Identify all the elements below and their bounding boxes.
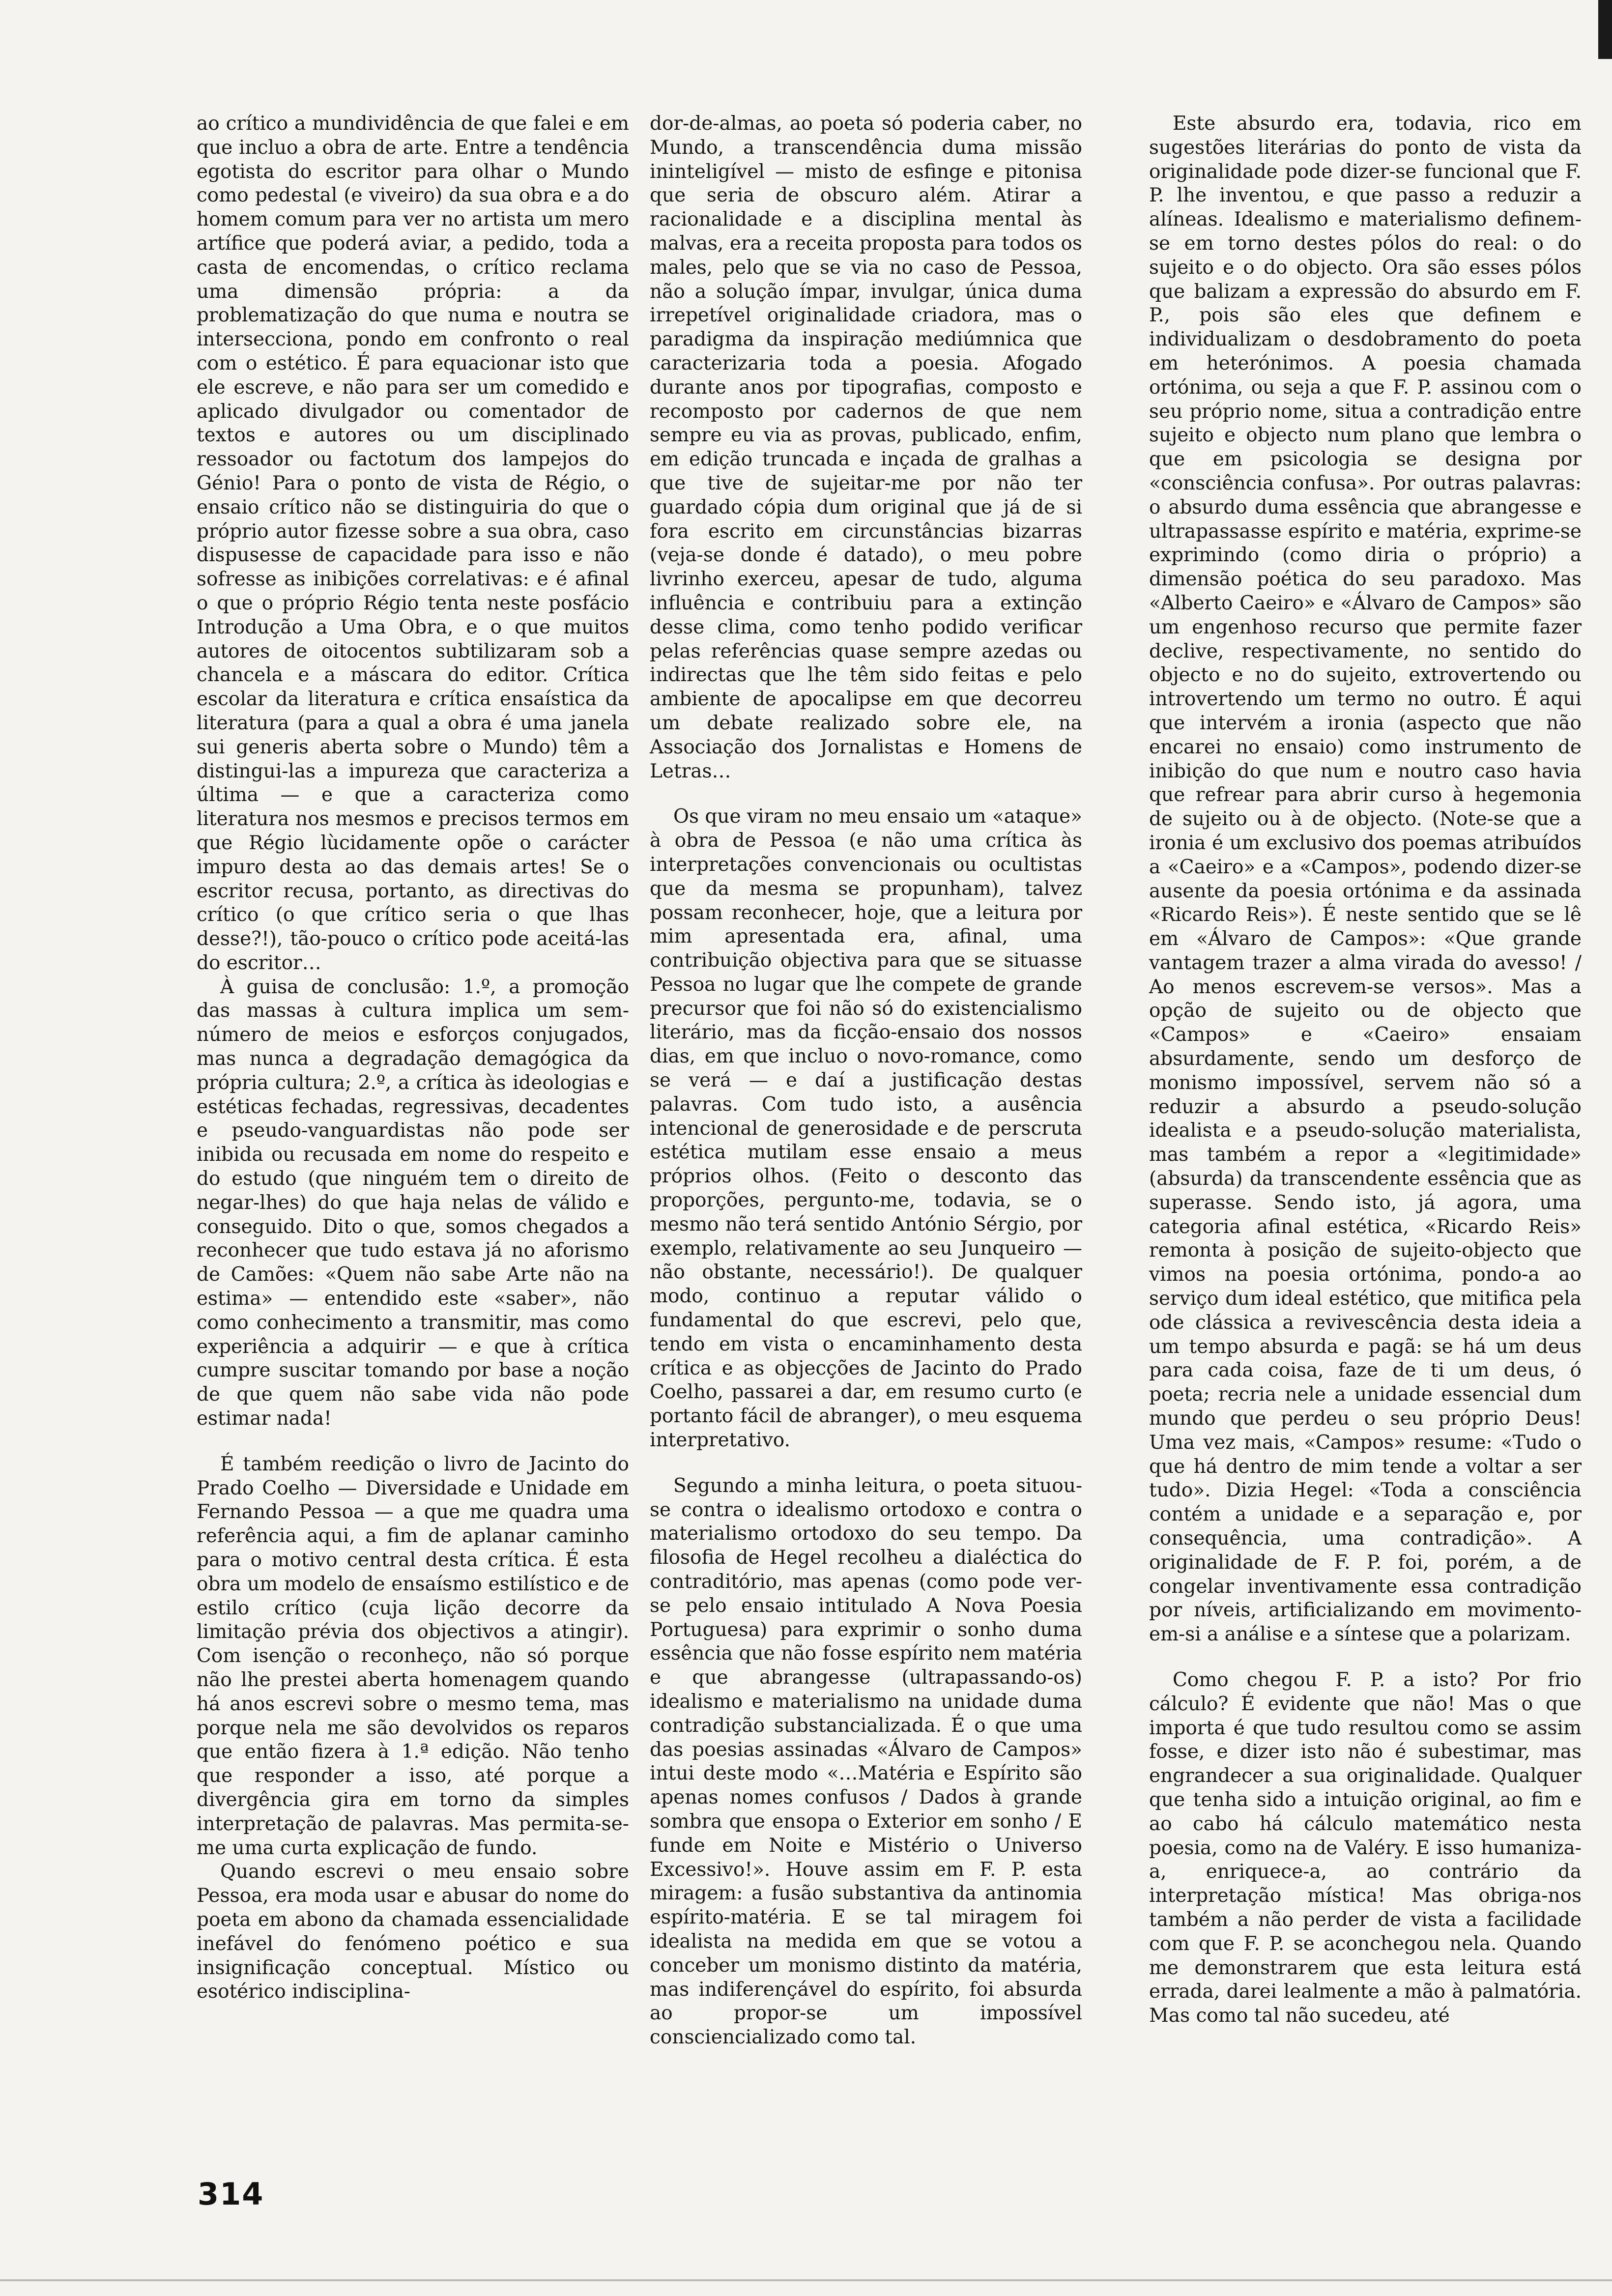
page-number: 314 (198, 2176, 264, 2212)
paragraph: É também reedição o livro de Jacinto do Prado Coelho — Diversidade e Unidade em Fernando Pessoa — a que me quadra uma referência aqui, a fim de aplanar caminho para o motivo central desta crítica. É esta obra um modelo de ensaísmo estilístico e de estilo crítico (cuja lição decorre da limitação prévia dos objectivos a atingir). Com isenção o reconheço, não só porque não lhe prestei aberta homenagem quando há anos escrevi sobre o mesmo tema, mas porque nela me são devolvidos os reparos que então fizera à 1.ª edição. Não tenho que responder a isso, até porque a divergência gira em torno da simples interpretação de palavras. Mas permita-se-me uma curta explicação de fundo. (197, 1453, 629, 1859)
paragraph: ao crítico a mundividência de que falei e em que incluo a obra de arte. Entre a tendência egotista do escritor para olhar o Mundo como pedestal (e viveiro) da sua obra e a do homem comum para ver no artista um mero artífice que poderá aviar, a pedido, toda a casta de encomendas, o crítico reclama uma dimensão própria: a da problematização do que numa e noutra se intersecciona, pondo em confronto o real com o estético. É para equacionar isto que ele escreve, e não para ser um comedido e aplicado divulgador ou comentador de textos e autores ou um disciplinado ressoador ou factotum dos lampejos do Génio! Para o ponto de vista de Régio, o ensaio crítico não se distinguiria do que o próprio autor fizesse sobre a sua obra, caso dispusesse de capacidade para isso e não sofresse as inibições correlativas: e é afinal o que o próprio Régio tenta neste posfácio Introdução a Uma Obra, e o que muitos autores de oitocentos subtilizaram sob a chancela e a máscara do editor. Crítica escolar da literatura e crítica ensaística da literatura (para a qual a obra é uma janela sui generis aberta sobre o Mundo) têm a distingui-las a impureza que caracteriza a última — e que a caracteriza como literatura nos mesmos e precisos termos em que Régio lùcidamente opõe o carácter impuro desta ao das demais artes! Se o escritor recusa, portanto, as directivas do crítico (o que crítico seria o que lhas desse?!), tão-pouco o crítico pode aceitá-las do escritor… (197, 113, 629, 974)
text-column-3 (1149, 112, 1582, 2028)
paragraph: À guisa de conclusão: 1.º, a promoção das massas à cultura implica um sem-número de meios e esforços conjugados, mas nunca a degradação demagógica da própria cultura; 2.º, a crítica às ideologias e estéticas fechadas, regressivas, decadentes e pseudo-vanguardistas não pode ser inibida ou recusada em nome do respeito e do estudo (que ninguém tem o direito de negar-lhes) do que haja nelas de válido e conseguido. Dito o que, somos chegados a reconhecer que tudo estava já no aforismo de Camões: «Quem não sabe Arte não na estima» — entendido este «saber», não como conhecimento a transmitir, mas como experiência a adquirir — e que à crítica cumpre suscitar tomando por base a noção de que quem não sabe vida não pode estimar nada! (197, 976, 629, 1430)
text-column-2 (650, 112, 1082, 2050)
paragraph: Segundo a minha leitura, o poeta situou-se contra o idealismo ortodoxo e contra o materialismo ortodoxo do seu tempo. Da filosofia de Hegel recolheu a dialéctica do contraditório, mas apenas (como pode ver-se pelo ensaio intitulado A Nova Poesia Portuguesa) para exprimir o sonho duma essência que não fosse espírito nem matéria e que abrangesse (ultrapassando-os) idealismo e materialismo na unidade duma contradição substancializada. É o que uma das poesias assinadas «Álvaro de Campos» intui deste modo «…Matéria e Espírito são apenas nomes confusos / Dados à grande sombra que ensopa o Exterior em sonho / E funde em Noite e Mistério o Universo Excessivo!». Houve assim em F. P. esta miragem: a fusão substantiva da antinomia espírito-matéria. E se tal miragem foi idealista na medida em que se votou a conceber um monismo distinto da matéria, mas indiferençável do espírito, foi absurda ao propor-se um impossível consciencializado como tal. (650, 1474, 1082, 2049)
paragraph: Quando escrevi o meu ensaio sobre Pessoa, era moda usar e abusar do nome do poeta em abono da chamada essencialidade inefável do fenómeno poético e sua insignificação conceptual. Místico ou esotérico indisciplina- (197, 1861, 629, 2003)
paragraph: Os que viram no meu ensaio um «ataque» à obra de Pessoa (e não uma crítica às interpretações convencionais ou ocultistas que da mesma se propunham), talvez possam reconhecer, hoje, que a leitura por mim apresentada era, afinal, uma contribuição objectiva para que se situasse Pessoa no lugar que lhe compete de grande precursor que foi não só do existencialismo literário, mas da ficção-ensaio dos nossos dias, em que incluo o novo-romance, como se verá — e daí a justificação destas palavras. Com tudo isto, a ausência intencional de generosidade e de perscruta estética mutilam esse ensaio a meus próprios olhos. (Feito o desconto das proporções, pergunto-me, todavia, se o mesmo não terá sentido António Sérgio, por exemplo, relativamente ao seu Junqueiro — não obstante, necessário!). De qualquer modo, continuo a reputar válido o fundamental do que escrevi, pelo que, tendo em vista o encaminhamento desta crítica e as objecções de Jacinto do Prado Coelho, passarei a dar, em resumo curto (e portanto fácil de abranger), o meu esquema interpretativo. (650, 805, 1082, 1452)
paragraph: dor-de-almas, ao poeta só poderia caber, no Mundo, a transcendência duma missão ininteligível — misto de esfinge e pitonisa que seria de obscuro além. Atirar a racionalidade e a disciplina mental às malvas, era a receita proposta para todos os males, pelo que se via no caso de Pessoa, não a solução ímpar, invulgar, única duma irrepetível originalidade criadora, mas o paradigma da inspiração mediúmnica que caracterizaria toda a poesia. Afogado durante anos por tipografias, composto e recomposto por cadernos de que nem sempre eu via as provas, publicado, enfim, em edição truncada e inçada de gralhas a que tive de sujeitar-me por não ter guardado cópia dum original que já de si fora escrito em circunstâncias bizarras (veja-se donde é datado), o meu pobre livrinho exerceu, apesar de tudo, alguma influência e contribuiu para a extinção desse clima, como tenho podido verificar pelas referências quase sempre azedas ou indirectas que lhe têm sido feitas e pelo ambiente de apocalipse em que decorreu um debate realizado sobre ele, na Associação dos Jornalistas e Homens de Letras… (650, 113, 1082, 782)
paragraph: Como chegou F. P. a isto? Por frio cálculo? É evidente que não! Mas o que importa é que tudo resultou como se assim fosse, e dizer isto não é subestimar, mas engrandecer a sua originalidade. Qualquer que tenha sido a intuição original, ao fim e ao cabo há cálculo matemático nesta poesia, como na de Valéry. E isso humaniza-a, enriquece-a, ao contrário da interpretação mística! Mas obriga-nos também a não perder de vista a facilidade com que F. P. se aconchegou nela. Quando me demonstrarem que esta leitura está errada, darei lealmente a mão à palmatória. Mas como tal não sucedeu, até (1149, 1669, 1582, 2027)
bottom-edge-line (0, 2279, 1612, 2281)
text-column-1 (197, 112, 629, 2004)
page-corner-mark (1598, 0, 1612, 59)
paragraph: Este absurdo era, todavia, rico em sugestões literárias do ponto de vista da originalidade pode dizer-se funcional que F. P. lhe inventou, e que passo a reduzir a alíneas. Idealismo e materialismo definem-se em torno destes pólos do real: o do sujeito e o do objecto. Ora são esses pólos que balizam a expressão do absurdo em F. P., pois são eles que definem e individualizam o desdobramento do poeta em heterónimos. A poesia chamada ortónima, ou seja a que F. P. assinou com o seu próprio nome, situa a contradição entre sujeito e objecto num plano que lembra o que em psicologia se designa por «consciência confusa». Por outras palavras: o absurdo duma essência que abrangesse e ultrapassasse espírito e matéria, exprime-se exprimindo (como diria o próprio) a dimensão poética do seu paradoxo. Mas «Alberto Caeiro» e «Álvaro de Campos» são um engenhoso recurso que permite fazer declive, respectivamente, no sentido do objecto e no do sujeito, extrovertendo ou introvertendo um termo no outro. É aqui que intervém a ironia (aspecto que não encarei no ensaio) como instrumento de inibição do que num e noutro caso havia que refrear para abrir curso à hegemonia de sujeito ou à de objecto. (Note-se que a ironia é um exclusivo dos poemas atribuídos a «Caeiro» e a «Campos», podendo dizer-se ausente da poesia ortónima e da assinada «Ricardo Reis»). É neste sentido que se lê em «Álvaro de Campos»: «Que grande vantagem trazer a alma virada do avesso! / Ao menos escrevem-se versos». Mas a opção de sujeito ou de objecto que «Campos» e «Caeiro» ensaiam absurdamente, sendo um desforço de monismo impossível, servem não só a reduzir a absurdo a pseudo-solução idealista e a pseudo-solução materialista, mas também a repor a «legitimidade» (absurda) da transcendente essência que as superasse. Sendo isto, já agora, uma categoria afinal estética, «Ricardo Reis» remonta à posição de sujeito-objecto que vimos na poesia ortónima, pondo-a ao serviço dum ideal estético, que mitifica pela ode clássica a revivescência desta ideia a um tempo absurda e pagã: se há um deus para cada coisa, faze de ti um deus, ó poeta; recria nele a unidade essencial dum mundo que perdeu o seu próprio Deus! Uma vez mais, «Campos» resume: «Tudo o que há dentro de mim tende a voltar a ser tudo». Dizia Hegel: «Toda a consciência contém a unidade e a separação e, por consequência, uma contradição». A originalidade de F. P. foi, porém, a de congelar inventivamente essa contradição por níveis, artificializando em movimento-em-si a análise e a síntese que a polarizam. (1149, 113, 1582, 1646)
